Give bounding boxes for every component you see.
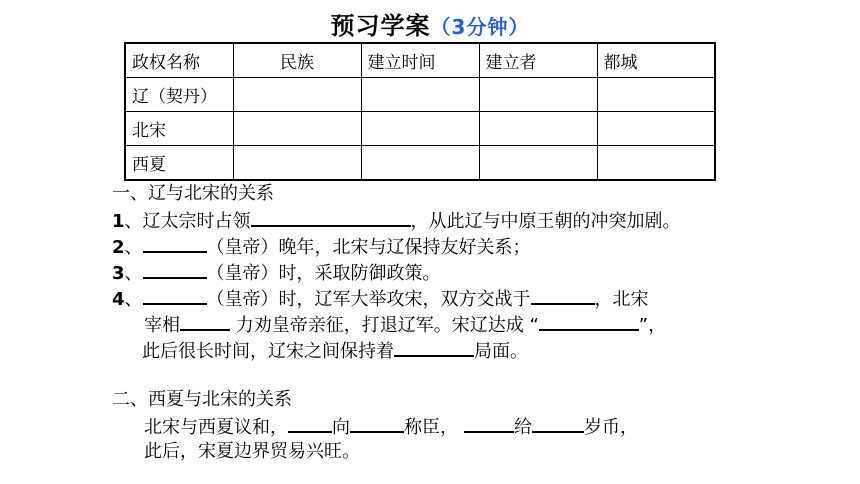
cell-regime: 西夏 — [125, 146, 233, 181]
page-title — [0, 6, 860, 41]
q1-text-b: ，从此辽与中原王朝的冲突加剧。 — [410, 211, 681, 232]
q1-blank-1[interactable] — [251, 207, 411, 227]
s2-blank-2[interactable] — [350, 413, 404, 433]
s2-blank-4[interactable] — [532, 413, 584, 433]
cell-blank[interactable] — [597, 112, 715, 146]
section2-line-1 — [144, 413, 638, 441]
cell-blank[interactable] — [479, 112, 597, 146]
cell-blank[interactable] — [361, 78, 479, 112]
q2-number: 2 — [112, 237, 125, 258]
section2-heading: 二、西夏与北宋的关系 — [112, 389, 292, 410]
q1-number: 1 — [112, 211, 125, 232]
cell-blank[interactable] — [479, 146, 597, 181]
q4-text-b: （皇帝）时，辽军大举攻宋，双方交战于 — [206, 289, 531, 310]
table-row — [125, 112, 715, 146]
table-header-row — [125, 43, 715, 78]
cell-regime: 北宋 — [125, 112, 233, 146]
cell-blank[interactable] — [597, 146, 715, 181]
header-ethnicity: 民族 — [233, 43, 361, 78]
cell-blank[interactable] — [233, 146, 361, 181]
q4-number: 4 — [112, 289, 125, 310]
q2-text-a: 、 — [124, 237, 143, 258]
s2-text-b: 向 — [332, 417, 350, 438]
cell-regime: 辽（契丹） — [125, 78, 233, 112]
q2-blank-1[interactable] — [143, 233, 207, 253]
q3-blank-1[interactable] — [143, 259, 207, 279]
regime-table — [124, 42, 716, 181]
q4-text-c: ，北宋 — [594, 289, 649, 310]
q3-text-b: （皇帝）时，采取防御政策。 — [206, 263, 441, 284]
section2-line-2: 此后，宋夏边界贸易兴旺。 — [144, 441, 360, 462]
s2-blank-1[interactable] — [288, 413, 332, 433]
header-capital: 都城 — [597, 43, 715, 78]
s2-text-d: 给 — [514, 417, 532, 438]
cell-blank[interactable] — [597, 78, 715, 112]
s2-text-c: 称臣， — [404, 417, 458, 438]
q4-text-h: 局面。 — [474, 341, 528, 362]
table-row — [125, 78, 715, 112]
q2-text-b: （皇帝）晚年，北宋与辽保持友好关系； — [206, 237, 531, 258]
s2-blank-3[interactable] — [464, 413, 514, 433]
q3-number: 3 — [112, 263, 125, 284]
header-founder: 建立者 — [479, 43, 597, 78]
table-row — [125, 146, 715, 181]
q4-blank-battle-place[interactable] — [531, 285, 595, 305]
q4-blank-situation[interactable] — [394, 337, 474, 357]
s2-text-a: 北宋与西夏议和， — [144, 417, 288, 438]
cell-blank[interactable] — [479, 78, 597, 112]
q3-text-a: 、 — [124, 263, 143, 284]
title-main: 预习学案 — [330, 12, 431, 40]
question-1 — [112, 207, 681, 235]
q4-blank-chancellor[interactable] — [180, 311, 230, 331]
title-time-note: （3分钟） — [430, 15, 530, 39]
q4-text-e: 力劝皇帝亲征，打退辽军。宋辽达成 “ — [230, 315, 539, 336]
question-4-line-2 — [144, 311, 666, 339]
question-3 — [112, 259, 441, 287]
q4-blank-treaty[interactable] — [539, 311, 639, 331]
question-4-line-1 — [112, 285, 649, 313]
q4-blank-emperor[interactable] — [143, 285, 207, 305]
s2-text-e: 岁币， — [584, 417, 638, 438]
cell-blank[interactable] — [361, 146, 479, 181]
question-2 — [112, 233, 531, 261]
cell-blank[interactable] — [233, 112, 361, 146]
q4-text-f: ”， — [638, 315, 667, 336]
question-4-line-3 — [142, 337, 528, 365]
cell-blank[interactable] — [361, 112, 479, 146]
cell-blank[interactable] — [233, 78, 361, 112]
q1-text-a: 、辽太宗时占领 — [124, 211, 251, 232]
header-founding-time: 建立时间 — [361, 43, 479, 78]
header-regime-name: 政权名称 — [125, 43, 233, 78]
q4-text-a: 、 — [124, 289, 143, 310]
q4-text-d: 宰相 — [144, 315, 180, 336]
q4-text-g: 此后很长时间，辽宋之间保持着 — [142, 341, 394, 362]
section1-heading: 一、辽与北宋的关系 — [112, 183, 274, 204]
